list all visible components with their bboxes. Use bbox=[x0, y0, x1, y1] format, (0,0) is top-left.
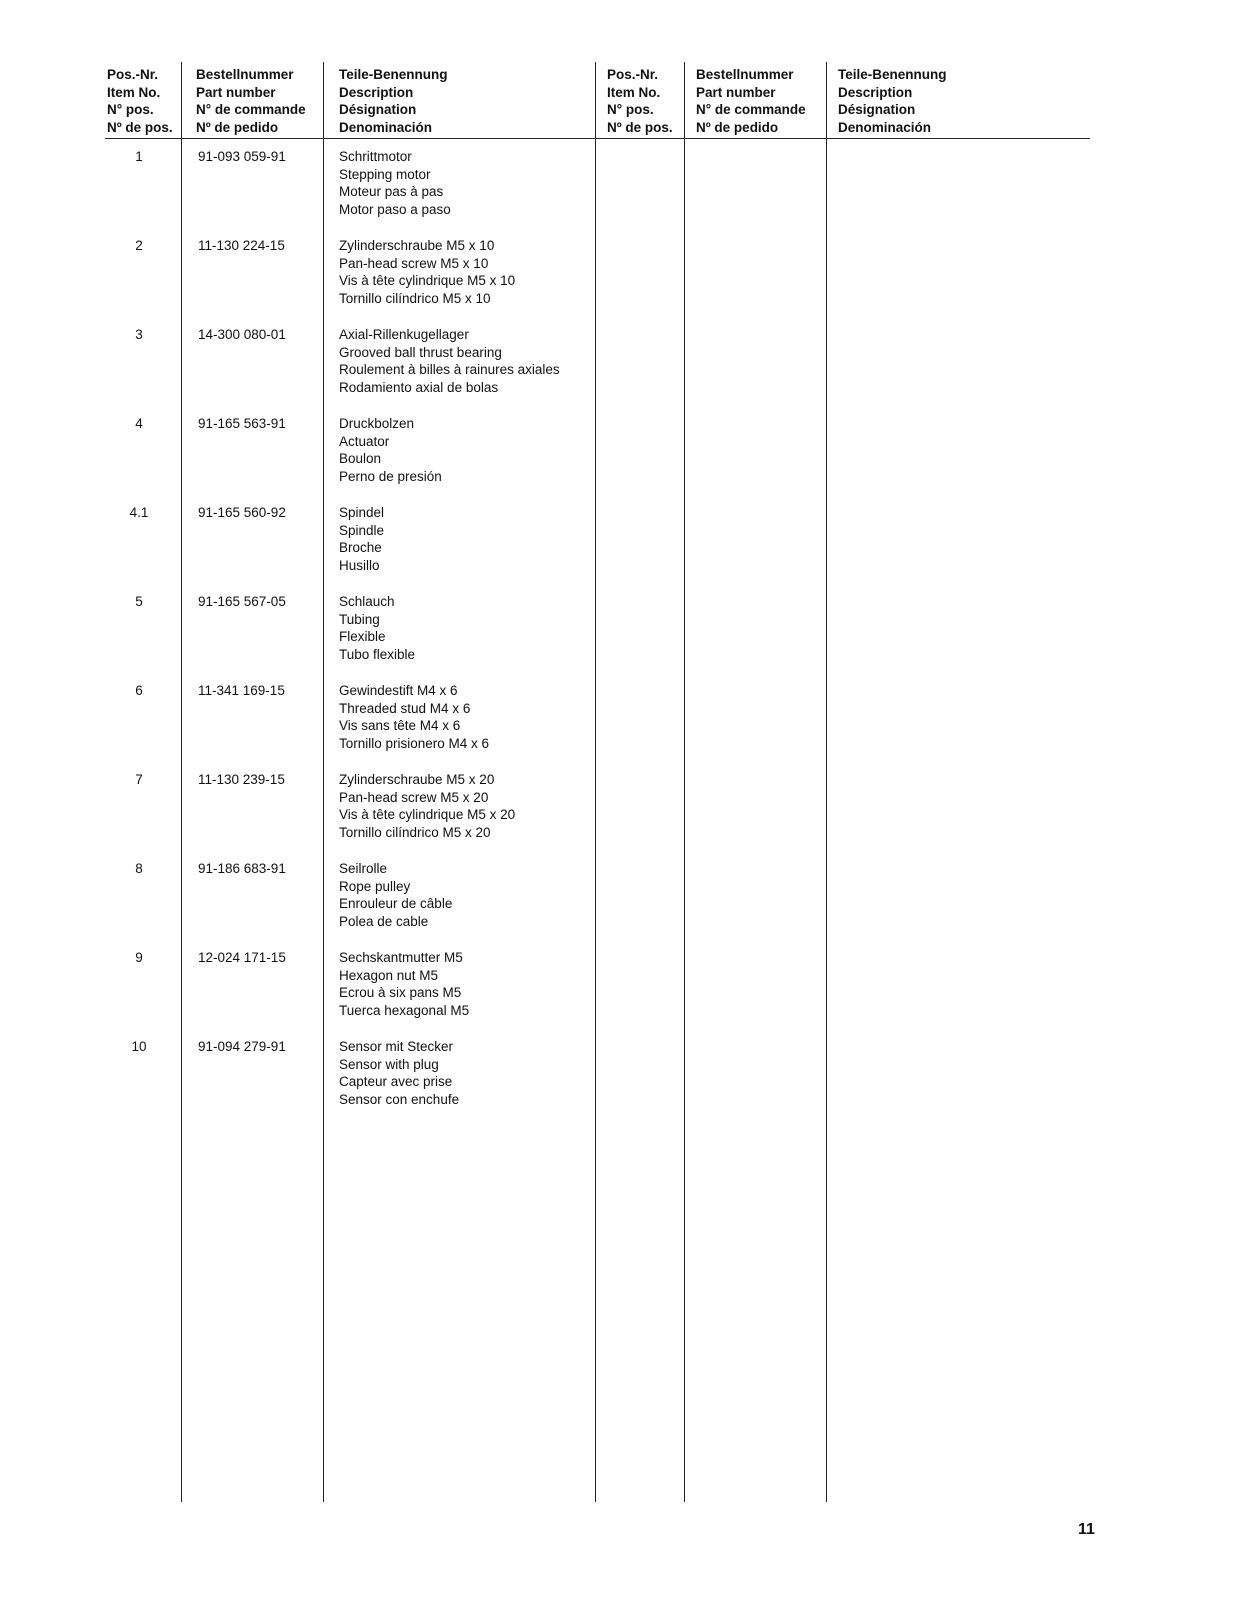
column-divider bbox=[595, 62, 596, 1502]
header-label: Pos.-Nr. bbox=[607, 67, 659, 82]
header-rule bbox=[105, 138, 1090, 139]
description-line: Capteur avec prise bbox=[339, 1074, 453, 1089]
description-line: Actuator bbox=[339, 433, 390, 449]
column-divider bbox=[826, 62, 827, 1502]
part-description bbox=[339, 860, 452, 930]
header-pos-left bbox=[107, 66, 173, 136]
part-description bbox=[339, 504, 384, 574]
description-line: Roulement à billes à rainures axiales bbox=[339, 362, 560, 377]
description-line: Threaded stud M4 x 6 bbox=[339, 700, 471, 716]
header-label: Désignation bbox=[838, 102, 916, 117]
header-label: Part number bbox=[696, 84, 776, 100]
description-line: Sensor con enchufe bbox=[339, 1091, 460, 1107]
header-label: Description bbox=[838, 84, 913, 100]
description-line: Axial-Rillenkugellager bbox=[339, 327, 469, 342]
part-number: 11-130 239-15 bbox=[198, 772, 285, 787]
item-number: 5 bbox=[135, 594, 143, 609]
header-label: Nº de pos. bbox=[107, 119, 173, 135]
description-line: Moteur pas à pas bbox=[339, 184, 444, 199]
description-line: Pan-head screw M5 x 20 bbox=[339, 789, 489, 805]
item-number: 4 bbox=[135, 416, 143, 431]
description-line: Grooved ball thrust bearing bbox=[339, 344, 502, 360]
part-number: 12-024 171-15 bbox=[198, 950, 286, 965]
description-line: Schlauch bbox=[339, 594, 395, 609]
part-description bbox=[339, 237, 515, 307]
page-number: 11 bbox=[1078, 1521, 1095, 1538]
description-line: Rodamiento axial de bolas bbox=[339, 379, 499, 395]
part-description bbox=[339, 148, 451, 218]
header-label: Bestellnummer bbox=[696, 67, 794, 82]
item-number: 6 bbox=[135, 683, 143, 698]
header-label: Nº de pedido bbox=[696, 119, 779, 135]
description-line: Husillo bbox=[339, 557, 380, 573]
item-number: 9 bbox=[135, 950, 143, 965]
part-description bbox=[339, 415, 442, 485]
description-line: Sechskantmutter M5 bbox=[339, 950, 463, 965]
description-line: Pan-head screw M5 x 10 bbox=[339, 255, 489, 271]
part-description bbox=[339, 949, 469, 1019]
header-desc-left bbox=[339, 66, 448, 136]
header-part-right bbox=[696, 66, 806, 136]
header-desc-right bbox=[838, 66, 947, 136]
description-line: Flexible bbox=[339, 629, 386, 644]
header-label: Item No. bbox=[607, 84, 661, 100]
header-label: Denominación bbox=[838, 119, 932, 135]
part-number: 91-165 563-91 bbox=[198, 416, 286, 431]
header-label: Pos.-Nr. bbox=[107, 67, 159, 82]
part-description bbox=[339, 682, 489, 752]
description-line: Stepping motor bbox=[339, 166, 431, 182]
description-line: Vis sans tête M4 x 6 bbox=[339, 718, 461, 733]
header-label: Nº de pos. bbox=[607, 119, 673, 135]
description-line: Sensor with plug bbox=[339, 1056, 439, 1072]
header-label: Teile-Benennung bbox=[339, 67, 448, 82]
header-label: Désignation bbox=[339, 102, 417, 117]
description-line: Ecrou à six pans M5 bbox=[339, 985, 462, 1000]
part-number: 91-094 279-91 bbox=[198, 1039, 286, 1054]
item-number: 10 bbox=[131, 1039, 147, 1054]
header-label: Item No. bbox=[107, 84, 161, 100]
header-label: N° pos. bbox=[607, 102, 654, 117]
part-number: 91-165 567-05 bbox=[198, 594, 286, 609]
item-number: 1 bbox=[135, 149, 143, 164]
part-number: 91-186 683-91 bbox=[198, 861, 286, 876]
header-label: N° de commande bbox=[696, 102, 806, 117]
item-number: 2 bbox=[135, 238, 143, 253]
header-pos-right bbox=[607, 66, 673, 136]
description-line: Tornillo cilíndrico M5 x 20 bbox=[339, 824, 491, 840]
description-line: Vis à tête cylindrique M5 x 20 bbox=[339, 807, 516, 822]
header-part-left bbox=[196, 66, 306, 136]
part-number: 11-341 169-15 bbox=[198, 683, 285, 698]
item-number: 4.1 bbox=[129, 505, 149, 520]
item-number: 3 bbox=[135, 327, 143, 342]
header-label: Description bbox=[339, 84, 414, 100]
item-number: 8 bbox=[135, 861, 143, 876]
header-label: N° de commande bbox=[196, 102, 306, 117]
description-line: Tuerca hexagonal M5 bbox=[339, 1002, 470, 1018]
header-label: Part number bbox=[196, 84, 276, 100]
column-divider bbox=[323, 62, 324, 1502]
description-line: Spindle bbox=[339, 522, 385, 538]
description-line: Polea de cable bbox=[339, 913, 429, 929]
column-divider bbox=[684, 62, 685, 1502]
part-number: 91-165 560-92 bbox=[198, 505, 286, 520]
description-line: Druckbolzen bbox=[339, 416, 415, 431]
header-label: Nº de pedido bbox=[196, 119, 279, 135]
description-line: Motor paso a paso bbox=[339, 201, 451, 217]
description-line: Seilrolle bbox=[339, 861, 388, 876]
description-line: Tornillo prisionero M4 x 6 bbox=[339, 735, 490, 751]
description-line: Sensor mit Stecker bbox=[339, 1039, 454, 1054]
description-line: Hexagon nut M5 bbox=[339, 967, 439, 983]
part-description bbox=[339, 1038, 459, 1108]
description-line: Boulon bbox=[339, 451, 382, 466]
column-divider bbox=[181, 62, 182, 1502]
header-label: Bestellnummer bbox=[196, 67, 294, 82]
description-line: Vis à tête cylindrique M5 x 10 bbox=[339, 273, 516, 288]
part-number: 14-300 080-01 bbox=[198, 327, 286, 342]
part-description bbox=[339, 593, 415, 663]
description-line: Rope pulley bbox=[339, 878, 411, 894]
description-line: Tubing bbox=[339, 611, 380, 627]
description-line: Zylinderschraube M5 x 10 bbox=[339, 238, 495, 253]
description-line: Gewindestift M4 x 6 bbox=[339, 683, 458, 698]
part-number: 11-130 224-15 bbox=[198, 238, 285, 253]
item-number: 7 bbox=[135, 772, 143, 787]
description-line: Perno de presión bbox=[339, 468, 442, 484]
description-line: Spindel bbox=[339, 505, 385, 520]
part-description bbox=[339, 771, 515, 841]
part-number: 91-093 059-91 bbox=[198, 149, 286, 164]
header-label: Denominación bbox=[339, 119, 433, 135]
header-label: Teile-Benennung bbox=[838, 67, 947, 82]
header-label: N° pos. bbox=[107, 102, 154, 117]
description-line: Enrouleur de câble bbox=[339, 896, 453, 911]
description-line: Tornillo cilíndrico M5 x 10 bbox=[339, 290, 491, 306]
description-line: Zylinderschraube M5 x 20 bbox=[339, 772, 495, 787]
description-line: Tubo flexible bbox=[339, 646, 416, 662]
part-description bbox=[339, 326, 560, 396]
description-line: Broche bbox=[339, 540, 382, 555]
description-line: Schrittmotor bbox=[339, 149, 412, 164]
